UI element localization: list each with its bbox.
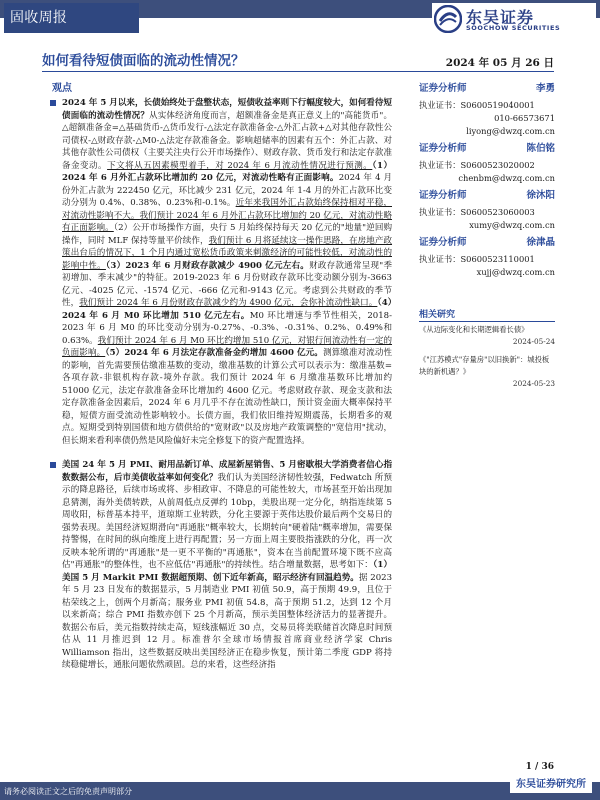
p1-point-5: （5）2024 年 6 月法定存款准备金约增加 4600 亿元。: [105, 348, 323, 358]
page-number: 1 / 36: [525, 762, 554, 772]
p1-text-6: 测算缴准对流动性的影响，首先需要预估缴准基数的变动，缴准基数的计算公式可以表示为：缴准基数=各项存款-非银机构存款-境外存款。我们预计 2024 年 6 月缴准基数环比增加约 51000 亿元，法定存款准备金环比增加约 4600 亿元。考虑财政存款、现金支款和法定存款准备金因素后，2024 年 6 月几乎不存在流动性缺口，预计资金面大概率保持平稳，短债方面受流动性影响较小。长债方面，我们依旧维持短期震荡，长期看多的观点。短期受到特别国债和地方债供给的"宽财政"以及房地产政策调整的"宽信用"扰动，但长期来看利率债仍然是风险偏好未完全修复下的资产配置选择。: [62, 348, 393, 446]
p1-text-5: M0 环比增速与季节性相关，2018-2023 年 6 月 M0 的环比变动分别为-0.27%、-0.3%、-0.31%、0.2%、0.49%和 0.63%。: [62, 310, 393, 346]
analyst-role: 证券分析师: [419, 237, 467, 248]
analyst-name: 徐津晶: [526, 237, 555, 248]
footer-disclaimer: 请务必阅读正文之后的免责声明部分: [4, 787, 132, 796]
report-title: 如何看待短债面临的流动性情况？: [42, 53, 245, 69]
section-label: 观点: [52, 83, 72, 94]
logo-name-en: SOOCHOW SECURITIES: [466, 24, 561, 32]
p1-underline-5: 我们预计 2024 年 6 月份财政存款减少约为 4900 亿元，会你补流动性缺口。: [79, 298, 378, 308]
p2-lead: 美国 24 年 5 月 PMI、耐用品新订单、成屋新屋销售、5 月密歇根大学消费者信心指数数据公布，后市美债收益率如何变化？: [62, 460, 392, 483]
soochow-logo-icon: [434, 5, 462, 33]
p1-lead: 2024 年 5 月以来，长债始终处于盘整状态，短债收益率则下行幅度较大，如何看待短债面临的流动性情况？: [62, 98, 392, 121]
p1-point-1: （1）2024 年 6 月外汇占款环比增加约 20 亿元，对流动性略有正面影响。: [62, 160, 393, 183]
p1-underline-1: 下文将从五因素模型着手，对 2024 年 6 月流动性情况进行预测。: [107, 160, 373, 171]
analyst-email[interactable]: liyong@dwzq.com.cn: [466, 126, 555, 136]
related-title[interactable]: 《"江苏模式"存量房"以旧换新"：城投板块的新机遇？》: [419, 355, 550, 376]
p1-underline-3: 我们预计 2024 年 6 月外汇占款环比增加约 20 亿元，对流动性略有正面影响。: [62, 210, 393, 233]
p2-text-1: 我们认为美国经济韧性较强，Fedwatch 所预示的降息路径，后续市场或将、步相政审、不降息的可能性较大，市场甚至开始出现加息猜测，海外美债转跌，从前周低点反弹约 10bp，美股出现一定分化，纳指连续第 5 周收阳，标普基本持平，道琼斯工业转跌，分化主要源于英伟达股价最后两个交易日的强势表现。美国经济短期滑向"再通胀"概率较大，长期转向"硬着陆"概率增加，需要保持警惕，在时间的纵向维度上进行再配置；另一方面上周主要股指涨跌的分化，再一次反映本轮所谓的"再通胀"是一更不平衡的"再通胀"，资本在当前配置环境下既不应高估"再通胀"的整体性，也不应低估"再通胀"的持续性。结合增量数据，思考如下：: [62, 472, 392, 570]
analyst-name: 李勇: [535, 83, 555, 94]
analyst-cert: 执业证书：S0600523110001: [419, 254, 535, 264]
analyst-name: 陈伯铭: [526, 143, 555, 154]
related-date: 2024-05-23: [512, 379, 555, 388]
related-item[interactable]: [419, 354, 555, 390]
body-paragraph-1: [49, 97, 392, 447]
analyst-card: [419, 82, 555, 138]
analyst-role: 证券分析师: [419, 143, 467, 154]
report-tag: 固收周报 20240526: [4, 3, 139, 33]
p1-underline-2: 近年来我国外汇占款始终保持相对平稳，对流动性影响不大。: [62, 198, 392, 221]
p1-underline-4: 我们预计 6 月将延续这一操作思路，在房地产政策出台后的情况下，1 个月内通过宽松货币政策来刺激经济的可能性较低，对流动性的影响中性。: [62, 235, 393, 271]
related-research-heading: 相关研究: [419, 310, 456, 320]
p1-point-3: （3）2023 年 6 月财政存款减少 4900 亿元左右。: [105, 260, 310, 271]
analyst-role: 证券分析师: [419, 83, 467, 94]
analyst-cert: 执业证书：S0600523020002: [419, 160, 535, 170]
analyst-cert: 执业证书：S0600523060003: [419, 207, 535, 217]
analyst-phone: 010-66573671: [494, 113, 555, 123]
analyst-card: [419, 142, 555, 185]
p1-text-3: （2）公开市场操作方面，央行 5 月始终保持每天 20 亿元的"地量"逆回购操作，同时 MLF 保持等量平价续作，: [62, 223, 392, 246]
analyst-role: 证券分析师: [419, 190, 467, 201]
company-logo: [432, 3, 596, 35]
analyst-cert: 执业证书：S0600519040001: [419, 100, 535, 110]
p1-text-4: 财政存款通常呈现"季初增加、季末减少"的特征。2019-2023 年 6 月份财政存款环比变动额分别为-3663 亿元、-4025 亿元、-1574 亿元、-666 亿元和-9143 亿元。考虑到公共财政的季节性，: [62, 260, 393, 308]
p1-point-4: （4）2024 年 6 月 M0 环比增加 510 亿元左右。: [62, 298, 392, 321]
p2-text-2: 据 2023 年 5 月 23 日发布的数据显示，5 月制造业 PMI 初值 50.9，高于预期 49.9，且位于枯荣线之上，创两个月新高；服务业 PMI 初值 54.8，高于预期 51.2，达到 12 个月以来新高；综合 PMI 指数亦创下 25 个月新高，预示美国整体经济活力的显著提升。数据公布后，美元指数持续走高，短线涨幅近 30 点，交易员将美联储首次降息时间预估从 11 月推迟到 12 月。标准普尔全球市场情报首席商业经济学家 Chris Williamson 指出，这些数据反映出美国经济正在稳步恢复，预计第二季度 GDP 将持续稳健增长，通胀问题依然顽固。总的来看，这些经济指: [62, 572, 393, 670]
related-date: 2024-05-24: [512, 337, 555, 346]
related-divider: [419, 321, 555, 322]
logo-name-cn: 东吴证券: [466, 8, 535, 27]
related-research-list: [419, 324, 555, 396]
related-item[interactable]: [419, 324, 555, 348]
related-title[interactable]: 《从边际变化和长期逻辑看长债》: [419, 325, 529, 334]
main-body: [49, 97, 392, 674]
p2-point-1: （1）美国 5 月 Markit PMI 数据超预期、创下近年新高，昭示经济有回温趋势。: [62, 560, 392, 583]
body-paragraph-2: [49, 459, 392, 672]
bullet-square-icon: [50, 100, 56, 106]
p1-text-2: 2024 年 4 月份外汇占款为 222450 亿元，环比减少 231 亿元，2024 年 1-4 月的外汇占款环比变动分别为 0.4%、0.38%、0.23%和-0.1%。: [62, 173, 392, 208]
p1-text-1: 从实体经济角度而言，超额准备金是真正意义上的"高能货币"。△超额准备金=△基础货币-△货币发行-△法定存款准备金-△外汇占款+△对其他存款性公司债权-△财政存款-△M0-△法定存款准备金。影响超储率的因素有五个：外汇占款、对其他存款性公司债权（主要关注央行公开市场操作）、财政存款、货币发行和法定存款准备金变动。: [62, 110, 392, 171]
analyst-email[interactable]: xujj@dwzq.com.cn: [476, 267, 555, 277]
p1-underline-6: 我们预计 2024 年 6 月 M0 环比约增加 510 亿元，: [97, 335, 298, 346]
analyst-email[interactable]: chenbm@dwzq.com.cn: [458, 173, 555, 183]
analyst-email[interactable]: xumy@dwzq.com.cn: [469, 220, 555, 230]
analyst-card: [419, 236, 555, 279]
analyst-name: 徐沐阳: [526, 190, 555, 201]
analyst-sidebar: [419, 82, 555, 283]
report-date: 2024 年 05 月 26 日: [445, 57, 554, 69]
p1-underline-7: 对银行间流动性有一定的负面影响。: [62, 335, 393, 358]
analyst-card: [419, 189, 555, 232]
bullet-square-icon: [50, 462, 56, 468]
footer-institute: 东吴证券研究所: [510, 777, 592, 793]
title-divider: [42, 71, 554, 72]
